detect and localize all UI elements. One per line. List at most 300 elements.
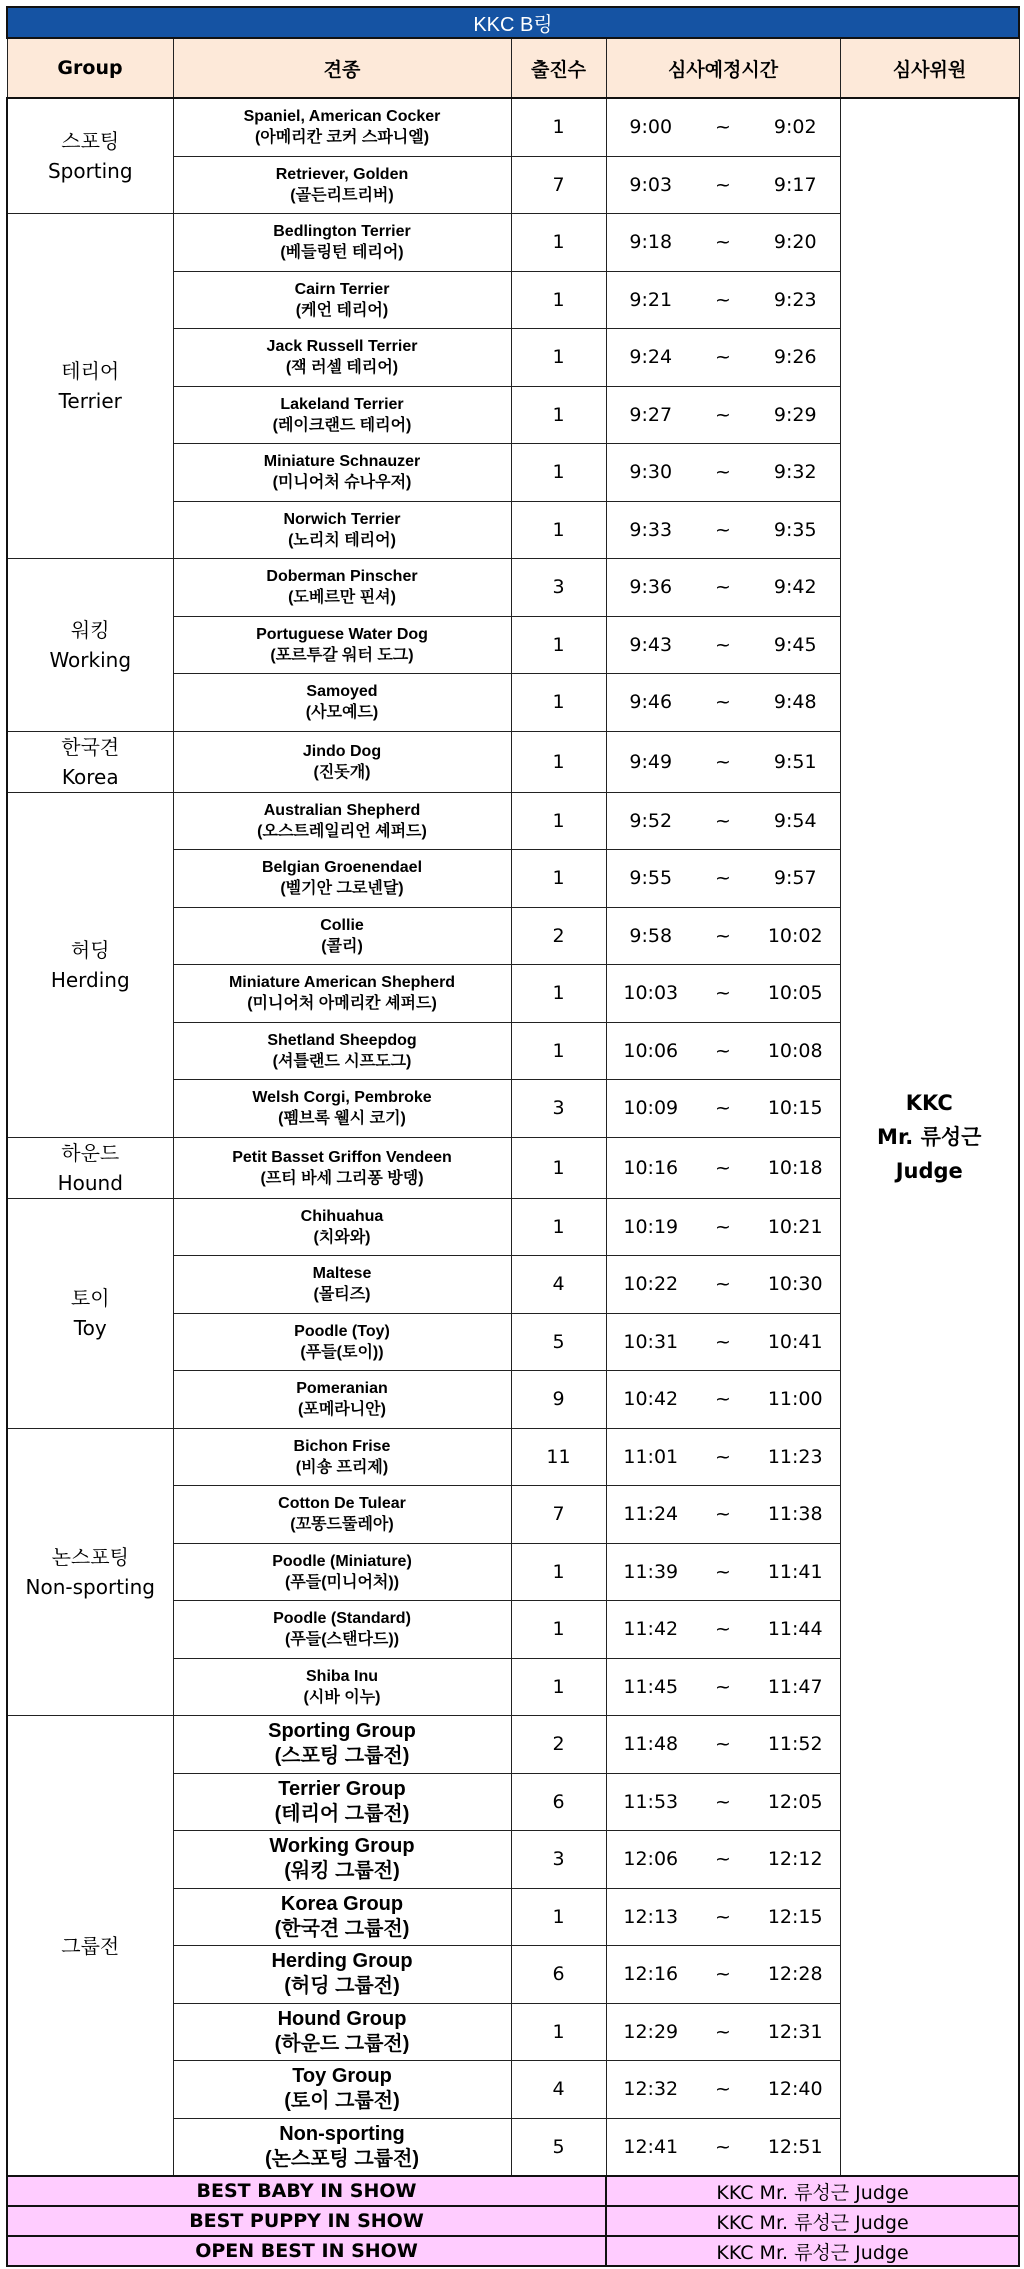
- breed-name-en: Shetland Sheepdog: [267, 1031, 417, 1049]
- group-name-ko: 테리어: [61, 359, 120, 383]
- breed-name-ko: (포메라니안): [298, 1401, 386, 1419]
- entry-count: 5: [511, 1313, 606, 1371]
- breed-name-en: Toy Group: [292, 2065, 392, 2088]
- time-range: [607, 867, 840, 889]
- time-separator: ~: [715, 1675, 731, 1698]
- judge-name: Mr. 류성근: [877, 1125, 982, 1149]
- entry-count: 1: [511, 1198, 606, 1256]
- time-range: [607, 925, 840, 947]
- breed-cell: [173, 731, 511, 792]
- start-time: 11:53: [623, 1790, 679, 1813]
- time-separator: ~: [715, 288, 731, 311]
- breed-name-en: Working Group: [269, 1835, 415, 1858]
- time-separator: ~: [715, 1156, 731, 1179]
- time-range: [607, 1676, 840, 1698]
- group-name-ko: 그룹전: [61, 1933, 120, 1958]
- best-award-judge: KKC Mr. 류성근 Judge: [606, 2236, 1019, 2266]
- entry-count: 1: [511, 616, 606, 674]
- breed-name-en: Jack Russell Terrier: [266, 338, 418, 356]
- time-range: [607, 174, 840, 196]
- start-time: 10:06: [623, 1039, 679, 1062]
- entry-count: 1: [511, 2003, 606, 2061]
- group-name-en: Working: [49, 647, 132, 672]
- breed-name-ko: (골든리트리버): [290, 186, 394, 204]
- time-range: [607, 1561, 840, 1583]
- time-separator: ~: [715, 1790, 731, 1813]
- start-time: 9:33: [629, 518, 673, 541]
- breed-cell: [173, 1198, 511, 1256]
- breed-name-ko: (시바 이누): [303, 1688, 381, 1706]
- time-separator: ~: [715, 982, 731, 1005]
- start-time: 12:29: [623, 2020, 679, 2043]
- start-time: 12:13: [623, 1905, 679, 1928]
- entry-count: 1: [511, 731, 606, 792]
- breed-name-en: Miniature American Shepherd: [228, 974, 456, 992]
- time-cell: [606, 214, 840, 272]
- time-separator: ~: [715, 2078, 731, 2101]
- breed-name-en: Doberman Pinscher: [266, 568, 418, 586]
- breed-name-ko: (도베르만 핀셔): [288, 589, 396, 607]
- end-time: 12:15: [767, 1905, 823, 1928]
- start-time: 12:41: [623, 2135, 679, 2158]
- header-breed: 견종: [173, 38, 511, 98]
- breed-name-ko: (푸들(스탠다드)): [284, 1631, 400, 1649]
- entry-count: 9: [511, 1371, 606, 1429]
- start-time: 10:22: [623, 1273, 679, 1296]
- breed-name-en: Belgian Groenendael: [261, 859, 423, 877]
- entry-count: 1: [511, 444, 606, 502]
- time-cell: [606, 501, 840, 559]
- breed-cell: [173, 559, 511, 617]
- time-separator: ~: [715, 461, 731, 484]
- end-time: 10:08: [767, 1039, 823, 1062]
- time-range: [607, 1040, 840, 1062]
- group-cell: [7, 792, 173, 1137]
- entry-count: 6: [511, 1946, 606, 2004]
- breed-cell: [173, 1831, 511, 1889]
- breed-name-en: Cotton De Tulear: [278, 1495, 406, 1513]
- time-cell: [606, 2061, 840, 2119]
- time-cell: [606, 1080, 840, 1138]
- breed-name-en: Chihuahua: [300, 1207, 384, 1225]
- best-award-label: OPEN BEST IN SHOW: [7, 2236, 606, 2266]
- start-time: 10:31: [623, 1330, 679, 1353]
- time-cell: [606, 329, 840, 387]
- start-time: 11:39: [623, 1560, 679, 1583]
- breed-name-en: Welsh Corgi, Pembroke: [252, 1089, 432, 1107]
- end-time: 10:02: [767, 924, 823, 947]
- breed-name-ko: (푸들(미니어처)): [284, 1573, 400, 1591]
- entry-count: 4: [511, 2061, 606, 2119]
- group-name-ko: 논스포팅: [51, 1544, 129, 1569]
- time-range: [607, 1906, 840, 1928]
- end-time: 9:02: [773, 116, 817, 139]
- entry-count: 1: [511, 501, 606, 559]
- start-time: 9:36: [629, 576, 673, 599]
- time-range: [607, 1097, 840, 1119]
- breed-cell: [173, 1658, 511, 1716]
- start-time: 9:52: [629, 809, 673, 832]
- end-time: 10:30: [767, 1273, 823, 1296]
- breed-cell: [173, 850, 511, 908]
- entry-count: 11: [511, 1428, 606, 1486]
- breed-name-en: Maltese: [312, 1265, 372, 1283]
- breed-name-en: Samoyed: [306, 683, 378, 701]
- time-range: [607, 1446, 840, 1468]
- time-separator: ~: [715, 633, 731, 656]
- group-cell: [7, 1137, 173, 1198]
- entry-count: 1: [511, 1658, 606, 1716]
- group-name-en: Korea: [61, 764, 119, 789]
- group-name-en: Terrier: [58, 389, 122, 413]
- time-range: [607, 1963, 840, 1985]
- start-time: 9:24: [629, 346, 673, 369]
- breed-name-en: Pomeranian: [296, 1380, 388, 1398]
- time-separator: ~: [715, 2020, 731, 2043]
- start-time: 10:19: [623, 1215, 679, 1238]
- end-time: 9:48: [773, 691, 817, 714]
- start-time: 11:48: [623, 1733, 679, 1756]
- breed-cell: [173, 1080, 511, 1138]
- start-time: 12:06: [623, 1848, 679, 1871]
- judge-cell: [840, 98, 1019, 2176]
- end-time: 9:57: [773, 867, 817, 890]
- time-separator: ~: [715, 867, 731, 890]
- breed-name-en: Retriever, Golden: [275, 165, 409, 183]
- time-range: [607, 1848, 840, 1870]
- breed-name-ko: (한국견 그룹전): [274, 1917, 410, 1940]
- start-time: 10:16: [623, 1156, 679, 1179]
- time-range: [607, 982, 840, 1004]
- breed-cell: [173, 156, 511, 214]
- time-range: [607, 576, 840, 598]
- time-separator: ~: [715, 116, 731, 139]
- time-range: [607, 751, 840, 773]
- breed-name-en: Herding Group: [271, 1950, 413, 1973]
- time-cell: [606, 386, 840, 444]
- breed-name-en: Bedlington Terrier: [273, 223, 411, 241]
- start-time: 9:30: [629, 461, 673, 484]
- header-group: Group: [7, 38, 173, 98]
- entry-count: 1: [511, 98, 606, 156]
- breed-cell: [173, 329, 511, 387]
- breed-cell: [173, 1256, 511, 1314]
- entry-count: 1: [511, 792, 606, 850]
- time-separator: ~: [715, 809, 731, 832]
- breed-cell: [173, 1313, 511, 1371]
- best-in-show-row: [7, 2236, 1019, 2266]
- breed-name-en: Petit Basset Griffon Vendeen: [232, 1148, 452, 1166]
- end-time: 9:35: [773, 518, 817, 541]
- time-separator: ~: [715, 691, 731, 714]
- breed-name-en: Australian Shepherd: [263, 801, 421, 819]
- breed-cell: [173, 616, 511, 674]
- judge-role: Judge: [895, 1159, 963, 1183]
- time-range: [607, 346, 840, 368]
- time-range: [607, 1791, 840, 1813]
- breed-name-en: Cairn Terrier: [294, 280, 390, 298]
- start-time: 9:43: [629, 633, 673, 656]
- group-cell: [7, 1428, 173, 1716]
- time-range: [607, 1157, 840, 1179]
- entry-count: 3: [511, 1080, 606, 1138]
- start-time: 12:32: [623, 2078, 679, 2101]
- start-time: 12:16: [623, 1963, 679, 1986]
- breed-name-ko: (치와와): [313, 1228, 371, 1246]
- start-time: 11:24: [623, 1503, 679, 1526]
- time-range: [607, 2136, 840, 2158]
- group-name-en: Non-sporting: [25, 1574, 155, 1599]
- time-cell: [606, 1716, 840, 1774]
- time-range: [607, 116, 840, 138]
- time-cell: [606, 2003, 840, 2061]
- end-time: 9:45: [773, 633, 817, 656]
- breed-name-en: Poodle (Toy): [294, 1322, 390, 1340]
- end-time: 9:32: [773, 461, 817, 484]
- time-cell: [606, 156, 840, 214]
- time-separator: ~: [715, 403, 731, 426]
- end-time: 12:12: [767, 1848, 823, 1871]
- time-cell: [606, 1313, 840, 1371]
- end-time: 12:28: [767, 1963, 823, 1986]
- time-range: [607, 1388, 840, 1410]
- start-time: 9:55: [629, 867, 673, 890]
- time-cell: [606, 674, 840, 732]
- time-cell: [606, 1888, 840, 1946]
- best-in-show-row: [7, 2206, 1019, 2236]
- time-separator: ~: [715, 1618, 731, 1641]
- entry-count: 4: [511, 1256, 606, 1314]
- time-range: [607, 231, 840, 253]
- group-cell: [7, 214, 173, 559]
- time-cell: [606, 850, 840, 908]
- end-time: 11:44: [767, 1618, 823, 1641]
- start-time: 10:03: [623, 982, 679, 1005]
- header-row: [7, 38, 1019, 98]
- breed-name-en: Jindo Dog: [302, 742, 382, 760]
- time-range: [607, 1331, 840, 1353]
- breed-name-ko: (몰티즈): [313, 1286, 371, 1304]
- breed-cell: [173, 1773, 511, 1831]
- time-range: [607, 810, 840, 832]
- breed-name-ko: (콜리): [321, 937, 363, 955]
- group-cell: [7, 559, 173, 732]
- time-range: [607, 1216, 840, 1238]
- time-separator: ~: [715, 518, 731, 541]
- group-name-ko: 하운드: [61, 1140, 120, 1165]
- header-count: 출진수: [511, 38, 606, 98]
- group-name-ko: 허딩: [70, 937, 110, 962]
- breed-name-en: Shiba Inu: [306, 1667, 378, 1685]
- breed-name-ko: (케언 테리어): [295, 301, 389, 319]
- start-time: 10:09: [623, 1097, 679, 1120]
- breed-name-en: Poodle (Miniature): [272, 1552, 412, 1570]
- entry-count: 3: [511, 559, 606, 617]
- start-time: 9:46: [629, 691, 673, 714]
- end-time: 10:05: [767, 982, 823, 1005]
- start-time: 11:01: [623, 1445, 679, 1468]
- time-separator: ~: [715, 576, 731, 599]
- best-award-label: BEST PUPPY IN SHOW: [7, 2206, 606, 2236]
- breed-name-en: Korea Group: [280, 1892, 404, 1915]
- end-time: 12:40: [767, 2078, 823, 2101]
- end-time: 12:31: [767, 2020, 823, 2043]
- breed-name-ko: (미니어처 아메리칸 셰퍼드): [247, 995, 437, 1013]
- breed-name-en: Lakeland Terrier: [280, 395, 404, 413]
- title-row: [7, 7, 1019, 38]
- end-time: 9:29: [773, 403, 817, 426]
- breed-cell: [173, 1601, 511, 1659]
- end-time: 10:15: [767, 1097, 823, 1120]
- end-time: 11:23: [767, 1445, 823, 1468]
- time-separator: ~: [715, 1963, 731, 1986]
- time-cell: [606, 98, 840, 156]
- start-time: 10:42: [623, 1388, 679, 1411]
- breed-cell: [173, 792, 511, 850]
- best-in-show-row: [7, 2176, 1019, 2206]
- breed-name-ko: (벨기안 그로넨달): [280, 880, 404, 898]
- time-cell: [606, 1658, 840, 1716]
- end-time: 11:47: [767, 1675, 823, 1698]
- breed-name-ko: (노리치 테리어): [288, 531, 396, 549]
- breed-name-ko: (비숑 프리제): [295, 1458, 389, 1476]
- entry-count: 6: [511, 1773, 606, 1831]
- time-separator: ~: [715, 1733, 731, 1756]
- breed-name-ko: (워킹 그룹전): [284, 1860, 400, 1883]
- end-time: 9:51: [773, 750, 817, 773]
- breed-cell: [173, 1946, 511, 2004]
- time-separator: ~: [715, 231, 731, 254]
- breed-cell: [173, 271, 511, 329]
- entry-count: 1: [511, 1888, 606, 1946]
- breed-name-ko: (잭 러셀 테리어): [285, 359, 399, 377]
- end-time: 9:20: [773, 231, 817, 254]
- time-cell: [606, 559, 840, 617]
- entry-count: 1: [511, 1137, 606, 1198]
- time-cell: [606, 731, 840, 792]
- breed-cell: [173, 1716, 511, 1774]
- time-cell: [606, 1371, 840, 1429]
- end-time: 10:18: [767, 1156, 823, 1179]
- breed-cell: [173, 386, 511, 444]
- breed-name-ko: (사모예드): [305, 704, 379, 722]
- time-separator: ~: [715, 750, 731, 773]
- start-time: 9:03: [629, 173, 673, 196]
- time-cell: [606, 1198, 840, 1256]
- group-name-ko: 토이: [70, 1286, 110, 1310]
- end-time: 11:00: [767, 1388, 823, 1411]
- header-judge: 심사위원: [840, 38, 1019, 98]
- breed-name-ko: (스포팅 그룹전): [274, 1745, 410, 1768]
- best-award-label: BEST BABY IN SHOW: [7, 2176, 606, 2206]
- time-cell: [606, 1831, 840, 1889]
- time-range: [607, 1733, 840, 1755]
- breed-name-ko: (아메리칸 코커 스파니엘): [254, 129, 430, 147]
- group-name-ko: 한국견: [61, 734, 120, 759]
- breed-name-en: Collie: [320, 916, 364, 934]
- start-time: 11:42: [623, 1618, 679, 1641]
- time-cell: [606, 1428, 840, 1486]
- time-separator: ~: [715, 2135, 731, 2158]
- time-range: [607, 1503, 840, 1525]
- time-separator: ~: [715, 1560, 731, 1583]
- breed-name-ko: (베들링턴 테리어): [280, 244, 404, 262]
- breed-name-ko: (토이 그룹전): [284, 2090, 400, 2113]
- time-cell: [606, 1946, 840, 2004]
- start-time: 9:27: [629, 403, 673, 426]
- group-name-en: Hound: [57, 1170, 123, 1195]
- time-range: [607, 519, 840, 541]
- group-cell: [7, 731, 173, 792]
- time-separator: ~: [715, 1445, 731, 1468]
- group-cell: [7, 98, 173, 214]
- breed-name-en: Terrier Group: [278, 1777, 406, 1800]
- end-time: 9:23: [773, 288, 817, 311]
- group-name-en: Sporting: [47, 159, 133, 183]
- breed-cell: [173, 98, 511, 156]
- entry-count: 1: [511, 1543, 606, 1601]
- group-name-en: Herding: [50, 967, 130, 992]
- time-separator: ~: [715, 1388, 731, 1411]
- breed-name-ko: (프티 바세 그리퐁 방뎅): [260, 1169, 424, 1187]
- entry-count: 1: [511, 1601, 606, 1659]
- breed-name-ko: (펨브록 웰시 코기): [278, 1110, 406, 1128]
- breed-cell: [173, 2061, 511, 2119]
- time-range: [607, 691, 840, 713]
- time-separator: ~: [715, 1848, 731, 1871]
- breed-name-ko: (허딩 그룹전): [284, 1975, 400, 1998]
- time-separator: ~: [715, 1215, 731, 1238]
- breed-cell: [173, 1486, 511, 1544]
- time-range: [607, 2021, 840, 2043]
- time-cell: [606, 1137, 840, 1198]
- entry-count: 1: [511, 965, 606, 1023]
- end-time: 9:26: [773, 346, 817, 369]
- breed-name-en: Sporting Group: [268, 1720, 416, 1743]
- time-cell: [606, 2118, 840, 2176]
- breed-name-ko: (푸들(토이)): [300, 1343, 384, 1361]
- breed-name-ko: (하운드 그룹전): [274, 2032, 410, 2055]
- breed-name-ko: (논스포팅 그룹전): [264, 2147, 420, 2170]
- time-separator: ~: [715, 1503, 731, 1526]
- header-time: 심사예정시간: [606, 38, 840, 98]
- breed-name-en: Poodle (Standard): [273, 1610, 411, 1628]
- time-range: [607, 1618, 840, 1640]
- best-award-judge: KKC Mr. 류성근 Judge: [606, 2206, 1019, 2236]
- start-time: 9:18: [629, 231, 673, 254]
- breed-name-en: Spaniel, American Cocker: [243, 108, 441, 126]
- time-cell: [606, 1022, 840, 1080]
- time-cell: [606, 616, 840, 674]
- time-cell: [606, 1543, 840, 1601]
- time-cell: [606, 1601, 840, 1659]
- time-range: [607, 461, 840, 483]
- group-cell: [7, 1198, 173, 1428]
- time-cell: [606, 444, 840, 502]
- time-separator: ~: [715, 924, 731, 947]
- time-separator: ~: [715, 1039, 731, 1062]
- breed-cell: [173, 1428, 511, 1486]
- end-time: 9:42: [773, 576, 817, 599]
- breed-cell: [173, 674, 511, 732]
- entry-count: 5: [511, 2118, 606, 2176]
- time-range: [607, 1273, 840, 1295]
- time-separator: ~: [715, 1097, 731, 1120]
- end-time: 11:52: [767, 1733, 823, 1756]
- breed-name-en: Norwich Terrier: [283, 510, 401, 528]
- time-separator: ~: [715, 1273, 731, 1296]
- breed-cell: [173, 2003, 511, 2061]
